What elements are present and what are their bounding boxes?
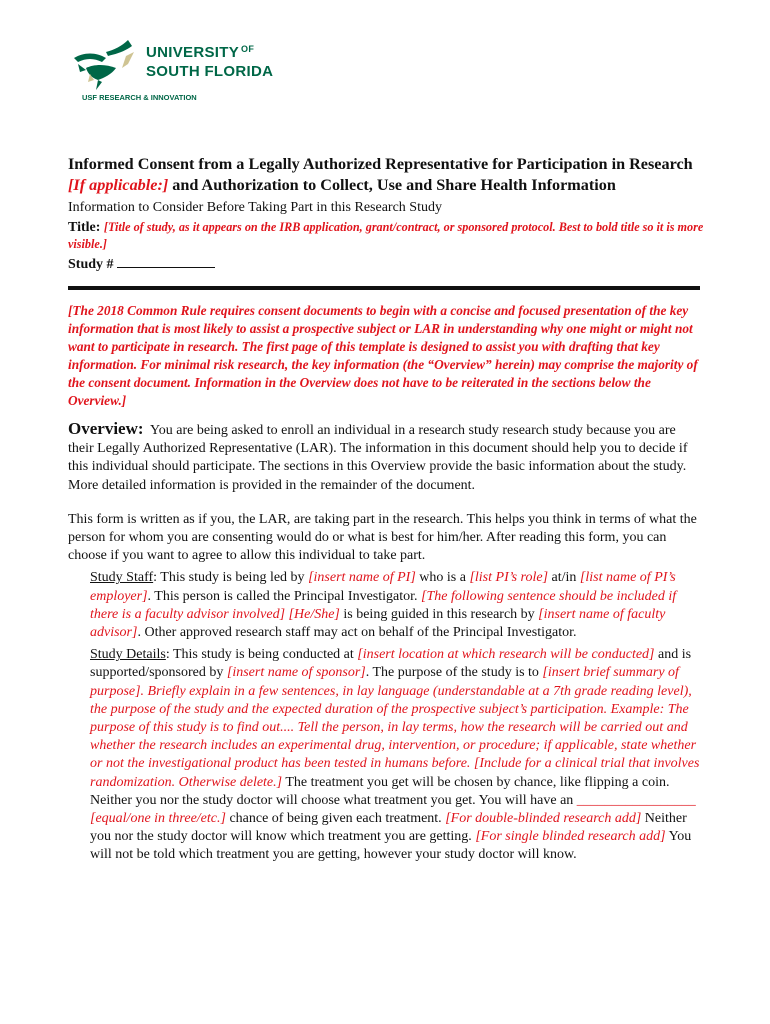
logo-subtitle: USF RESEARCH & INNOVATION: [82, 93, 197, 102]
form-paragraph: This form is written as if you, the LAR, are taking part in the research. This helps you think in terms of what the person for whom you are consenting would do or what is best for him/her. After reading this form, you can choose if you want to agree to allow this individual to take part.: [68, 511, 697, 564]
study-staff-paragraph: Study Staff: This study is being led by [insert name of PI] who is a [list PI’s role] at/in [list name of PI’s employer]. This person is called the Principal Investigator. [The following sentence should be included if there is a faculty advisor involved] [He/She] is being guided in this research by [insert name of faculty advisor]. Other approved research staff may act on behalf of the Principal Investigator.: [90, 570, 677, 641]
study-details-paragraph: Study Details: This study is being conducted at [insert location at which research will be conducted] and is supported/sponsored by [insert name of sponsor]. The purpose of the study is to [insert brief summary of purpose]. Briefly explain in a few sentences, in lay language (understandable at a 7th grade reading level), the purpose of the study and the expected duration of the prospective subject’s participation. Example: The purpose of this study is to find out.... Tell the person, in lay terms, how the research will be carried out and whether the research includes an experimental drug, intervention, or procedure; if applicable, state whether or not the investigational product has been tested in humans before. [Include for a clinical trial that involves randomization. Otherwise delete.] The treatment you get will be chosen by chance, like flipping a coin. Neither you nor the study doctor will choose what treatment you get. You will have an _________________ [equal/one in three/etc.] chance of being given each treatment. [For double-blinded research add] Neither you nor the study doctor will know which treatment you are getting. [For single blinded research add] You will not be told which treatment you are getting, however your study doctor will know.: [90, 647, 700, 863]
study-title-line: Title: [Title of study, as it appears on the IRB application, grant/contract, or sponsored protocol. Best to bold title so it is more visible.]: [68, 220, 704, 251]
common-rule-note: [The 2018 Common Rule requires consent documents to begin with a concise and focused presentation of the key information that is most likely to assist a prospective subject or LAR in understanding why one might or might not want to participate in research. The first page of this template is designed to assist you with drafting that key information. For minimal risk research, the key information (the “Overview” herein) may comprise the majority of the consent document. Information in the Overview does not have to be reiterated in the sections below the Overview.]: [68, 303, 698, 408]
logo-university-text: UNIVERSITY $^{OF}$: [146, 44, 255, 61]
document-body: [68, 154, 704, 865]
study-number-blank: [117, 255, 215, 268]
divider-rule: [68, 286, 700, 290]
logo-south-florida-text: SOUTH FLORIDA: [146, 63, 274, 80]
overview-heading: Overview:: [68, 419, 144, 438]
overview-paragraph: Overview: You are being asked to enroll an individual in a research study research study because you are their Legally Authorized Representative (LAR). The information in this document should help you to decide if this individual should participate. The sections in this Overview provide the basic information about the study. More detailed information is provided in the remainder of the document.: [68, 419, 688, 493]
consider-heading: Information to Consider Before Taking Part in this Research Study: [68, 200, 442, 215]
study-number-line: Study #: [68, 255, 704, 274]
document-title: Informed Consent from a Legally Authorized Representative for Participation in Research [If applicable:] and Authorization to Collect, Use and Share Health Information: [68, 155, 693, 194]
